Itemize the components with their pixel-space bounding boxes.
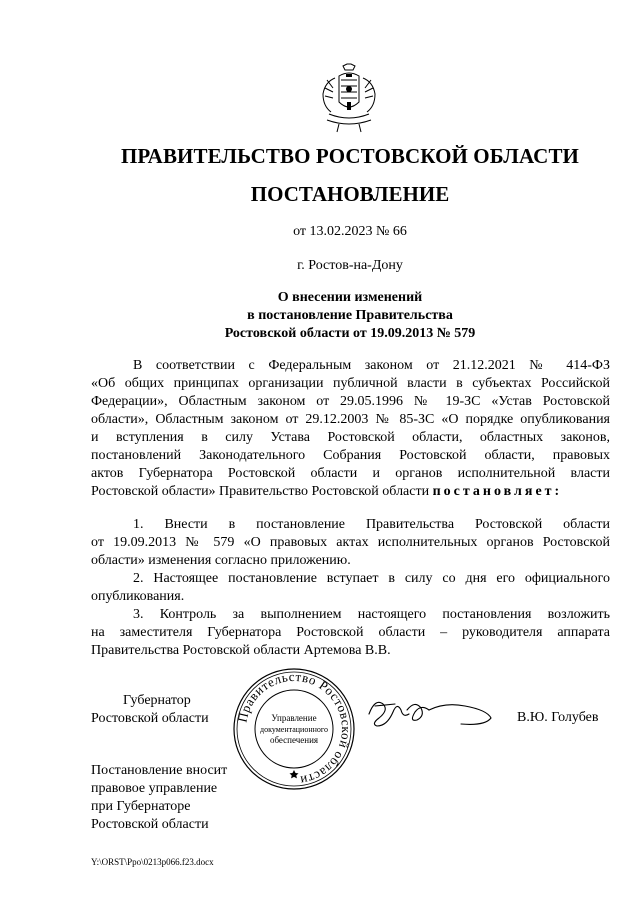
document-city: г. Ростов-на-Дону <box>297 258 403 273</box>
subject-line: в постановление Правительства <box>247 308 453 323</box>
coat-of-arms-emblem <box>317 62 381 134</box>
submitter-block <box>91 762 227 834</box>
stamp-ring-text: Правительство Ростовской области <box>234 668 355 789</box>
item-line: 3. Контроль за выполнением настоящего постановления возложить <box>133 607 610 622</box>
submitter-line: при Губернаторе <box>91 799 191 814</box>
submitter-line: Ростовской области <box>91 817 209 832</box>
preamble-last-line <box>91 483 610 501</box>
preamble-line: и вступления в силу Устава Ростовской области, областных законов, <box>91 430 610 445</box>
stamp-star-icon <box>290 770 299 778</box>
submitter-line: Постановление вносит <box>91 763 228 778</box>
decree-items <box>91 516 610 660</box>
government-title: ПРАВИТЕЛЬСТВО РОСТОВСКОЙ ОБЛАСТИ <box>121 144 579 168</box>
document-type-title: ПОСТАНОВЛЕНИЕ <box>250 182 450 206</box>
preamble-line: «Об общих принципах организации публичной власти в субъектах Российской <box>91 376 610 391</box>
signatory-title <box>91 692 209 728</box>
document-subject <box>0 289 640 343</box>
item-line: опубликования. <box>91 589 185 604</box>
submitter-line: правовое управление <box>91 781 218 796</box>
document-date-number: от 13.02.2023 № 66 <box>293 224 407 239</box>
item-line: от 19.09.2013 № 579 «О правовых актах исполнительных органов Ростовской <box>91 535 610 550</box>
signatory-name: В.Ю. Голубев <box>517 710 599 725</box>
signatory-title-line: Ростовской области <box>91 711 209 726</box>
stamp-center-line: обеспечения <box>269 735 319 745</box>
preamble-line: В соответствии с Федеральным законом от 21.12.2021 № 414-ФЗ <box>133 358 610 373</box>
file-path: Y:\ORST\Ppo\0213p066.f23.docx <box>91 857 214 867</box>
preamble-line: Ростовской области» Правительство Ростовской области <box>91 484 430 499</box>
subject-line: О внесении изменений <box>277 290 423 305</box>
official-stamp <box>231 666 357 792</box>
stamp-center-line: документационного <box>260 725 328 734</box>
handwritten-signature <box>365 692 495 732</box>
preamble-line: области», Областным законом от 29.12.2003 № 85-ЗС «О порядке опубликования <box>91 412 610 427</box>
stamp-center-line: Управление <box>271 713 317 723</box>
signatory-title-line: Губернатор <box>123 693 191 708</box>
decree-word: постановляет: <box>432 484 563 499</box>
preamble-paragraph <box>91 357 610 501</box>
item-line: 2. Настоящее постановление вступает в силу со дня его официального <box>133 571 610 586</box>
item-line: области» изменения согласно приложению. <box>91 553 351 568</box>
item-line: Правительства Ростовской области Артемова В.В. <box>91 643 391 658</box>
preamble-line: постановлений Законодательного Собрания Ростовской области, правовых <box>91 448 610 463</box>
item-line: 1. Внести в постановление Правительства Ростовской области <box>133 517 610 532</box>
subject-line: Ростовской области от 19.09.2013 № 579 <box>224 326 476 341</box>
item-line: на заместителя Губернатора Ростовской области – руководителя аппарата <box>91 625 610 640</box>
preamble-line: Федерации», Областным законом от 29.05.1996 № 19-ЗС «Устав Ростовской <box>91 394 610 409</box>
preamble-line: актов Губернатора Ростовской области и органов исполнительной власти <box>91 466 610 481</box>
